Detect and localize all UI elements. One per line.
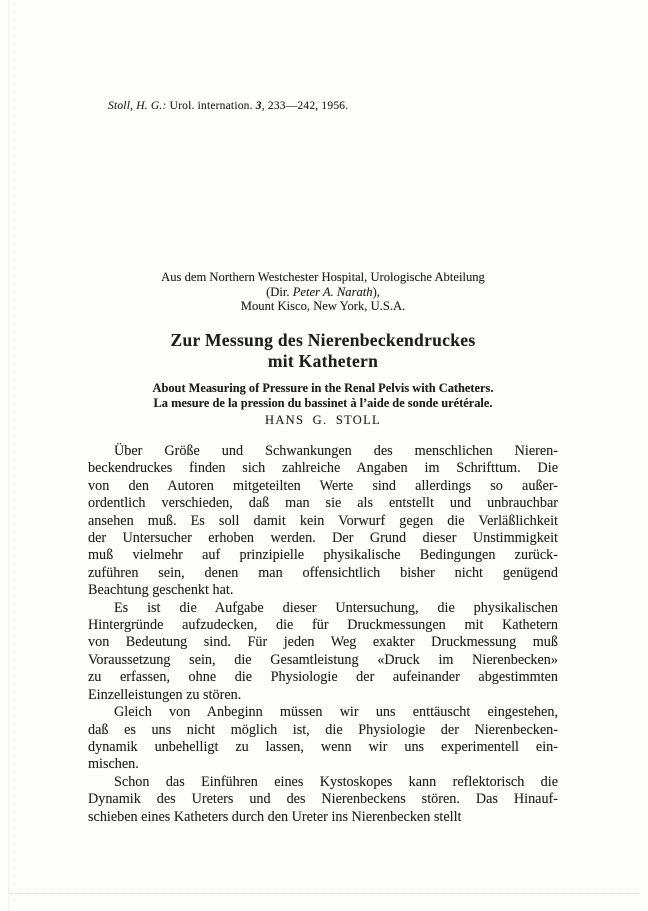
body-line: von Bedeutung sind. Für jeden Weg exakter Druckmessung muß: [88, 634, 558, 651]
body-line: schieben eines Katheters durch den Ureter ins Nierenbecken stellt: [88, 808, 462, 825]
body-line: daß es uns nicht möglich ist, die Physiologie der Nierenbecken-: [88, 721, 558, 738]
body-line: zu erfassen, ohne die Physiologie der aufeinander abgestimmten: [88, 669, 558, 686]
affiliation-line-1: Aus dem Northern Westchester Hospital, Urologische Abteilung: [161, 270, 485, 284]
body-line: der Untersucher erhoben werden. Der Grund dieser Unstimmigkeit: [88, 530, 558, 547]
body-line: Beachtung geschenkt hat.: [88, 582, 234, 599]
body-line: von den Autoren mitgeteilten Werte sind allerdings so außer-: [88, 477, 558, 494]
director-suffix: ),: [372, 284, 380, 299]
citation-author: Stoll, H. G.:: [108, 100, 167, 112]
director-prefix: (Dir.: [266, 284, 293, 299]
body-text: [88, 443, 558, 826]
body-line: Schon das Einführen eines Kystoskopes kann reflektorisch die: [114, 773, 558, 790]
article-title-line-2: mit Kathetern: [267, 350, 379, 371]
body-line: Es ist die Aufgabe dieser Untersuchung, die physikalischen: [114, 599, 558, 616]
article-title: [88, 330, 558, 371]
affiliation-line-3: Mount Kisco, New York, U.S.A.: [240, 299, 406, 314]
director-name: Peter A. Narath: [292, 284, 373, 299]
citation-journal: Urol. internation.: [169, 100, 253, 112]
translated-titles: [88, 381, 558, 411]
paragraph: [88, 443, 558, 600]
scan-edge-artifact-left: [8, 0, 9, 911]
body-line: mischen.: [88, 756, 139, 773]
subtitle-english: About Measuring of Pressure in the Renal Pelvis with Catheters.: [152, 381, 494, 395]
article-title-line-1: Zur Messung des Nierenbeckendruckes: [170, 330, 476, 350]
body-line: Hintergründe aufzudecken, die für Druckmessungen mit Kathetern: [88, 617, 558, 634]
body-line: dynamik unbehelligt zu lassen, wenn wir uns experimentell ein-: [88, 738, 558, 755]
body-line: ansehen muß. Es soll damit kein Vorwurf gegen die Verläßlichkeit: [88, 512, 558, 529]
body-line: ordentlich verschieden, daß man sie als entstellt und unbrauchbar: [88, 495, 558, 512]
body-line: Dynamik des Ureters und des Nierenbeckens stören. Das Hinauf-: [88, 791, 558, 808]
citation-volume: 3: [255, 100, 262, 112]
scan-edge-artifact-bottom: [10, 893, 640, 894]
body-line: zuführen sein, denen man offensichtlich bisher nicht genügend: [88, 564, 558, 581]
affiliation-block: [88, 270, 558, 314]
paragraph: [88, 774, 558, 826]
body-line: Über Größe und Schwankungen des menschlichen Nieren-: [114, 443, 558, 459]
paragraph: [88, 600, 558, 704]
body-line: muß vielmehr auf prinzipielle physikalische Bedingungen zurück-: [88, 547, 558, 564]
citation-pages: , 233—242, 1956.: [261, 100, 349, 112]
body-line: Voraussetzung sein, die Gesamtleistung «Druck im Nierenbecken»: [88, 651, 558, 668]
body-line: beckendruckes finden sich zahlreiche Angaben im Schrifttum. Die: [88, 460, 558, 477]
subtitle-french: La mesure de la pression du bassinet à l’aide de sonde urétérale.: [153, 395, 493, 410]
paragraph: [88, 704, 558, 774]
body-line: Einzelleistungen zu stören.: [88, 686, 242, 703]
running-head-citation: [108, 100, 348, 112]
author-name: HANS G. STOLL: [265, 413, 381, 427]
affiliation-line-2: [88, 285, 558, 300]
body-line: Gleich von Anbeginn müssen wir uns enttäuscht eingestehen,: [114, 704, 558, 721]
